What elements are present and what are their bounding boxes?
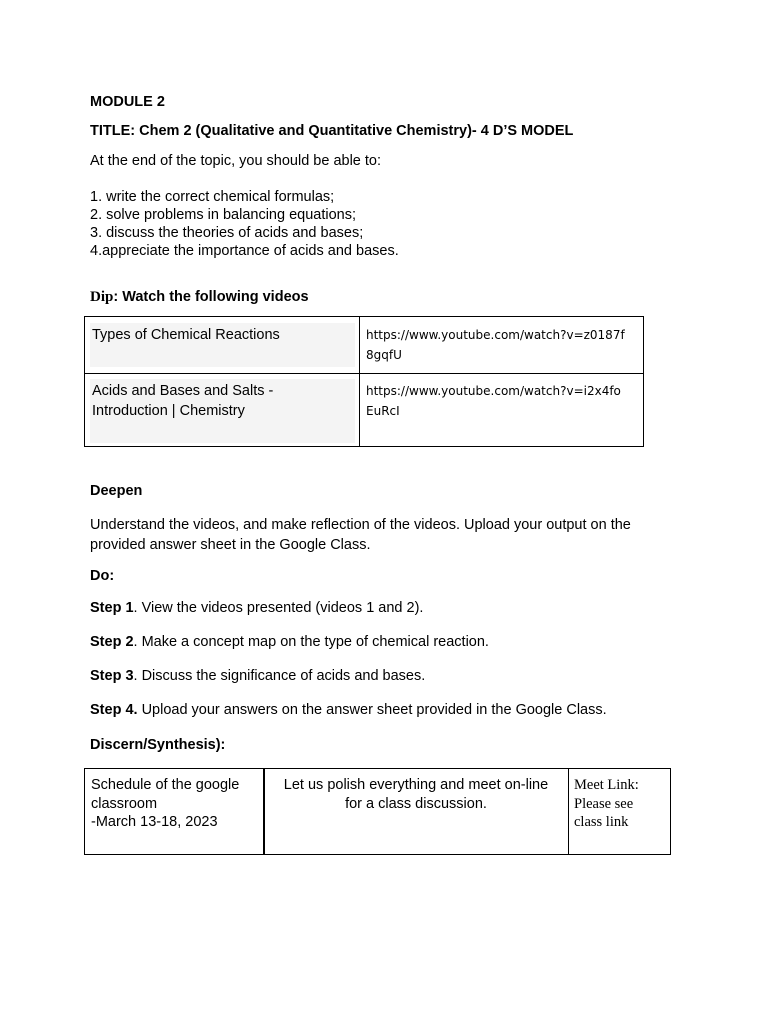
- step-item: [90, 668, 425, 684]
- step-text: . Make a concept map on the type of chemical reaction.: [133, 634, 489, 650]
- video-url-line[interactable]: https://www.youtube.com/watch?v=z0187f: [366, 328, 625, 342]
- meet-link-cell: [574, 776, 669, 832]
- module-number: MODULE 2: [90, 94, 165, 110]
- discern-heading: Discern/Synthesis):: [90, 737, 226, 753]
- video-title: Introduction | Chemistry: [92, 403, 245, 419]
- schedule-cell: [91, 776, 261, 832]
- objective-item: 1. write the correct chemical formulas;: [90, 189, 335, 205]
- table-divider: [359, 317, 360, 446]
- step-item: [90, 634, 489, 650]
- deepen-instructions: [90, 515, 690, 555]
- video-title-cell: [90, 379, 355, 443]
- video-url-line[interactable]: 8gqfU: [366, 348, 402, 362]
- step-item: [90, 600, 423, 616]
- objectives-list: [90, 188, 399, 260]
- document-title: TITLE: Chem 2 (Qualitative and Quantitative Chemistry)- 4 D’S MODEL: [90, 123, 574, 139]
- deepen-text-line: Understand the videos, and make reflection of the videos. Upload your output on the: [90, 517, 631, 533]
- dip-instruction: : Watch the following videos: [113, 289, 309, 305]
- video-table: [84, 316, 644, 447]
- schedule-text: classroom: [91, 795, 158, 812]
- step-label: Step 4.: [90, 702, 138, 718]
- schedule-table: [84, 768, 671, 855]
- meet-link-text: Please see: [574, 795, 634, 812]
- meet-link-label: Meet Link:: [574, 777, 639, 793]
- step-item: [90, 702, 607, 718]
- video-link[interactable]: [366, 381, 638, 421]
- message-cell: [271, 776, 561, 813]
- objectives-intro: At the end of the topic, you should be able to:: [90, 153, 382, 169]
- dip-heading: [90, 289, 309, 306]
- step-label: Step 3: [90, 668, 134, 684]
- step-text: . View the videos presented (videos 1 and 2).: [133, 600, 424, 616]
- message-text: for a class discussion.: [345, 795, 487, 812]
- step-text: Upload your answers on the answer sheet provided in the Google Class.: [137, 702, 607, 718]
- deepen-heading: Deepen: [90, 483, 143, 499]
- video-title-cell: [90, 323, 355, 367]
- step-label: Step 2: [90, 634, 134, 650]
- step-label: Step 1: [90, 600, 134, 616]
- video-title: Acids and Bases and Salts -: [92, 383, 274, 399]
- video-link[interactable]: [366, 325, 638, 365]
- table-divider: [85, 373, 643, 374]
- video-url-line[interactable]: https://www.youtube.com/watch?v=i2x4fo: [366, 384, 621, 398]
- dip-label: Dip: [90, 289, 114, 305]
- message-text: Let us polish everything and meet on-line: [283, 777, 549, 793]
- objective-item: 4.appreciate the importance of acids and bases.: [90, 243, 399, 259]
- schedule-text: Schedule of the google: [91, 777, 240, 793]
- objective-item: 2. solve problems in balancing equations;: [90, 207, 356, 223]
- do-heading: Do:: [90, 568, 115, 584]
- video-title: Types of Chemical Reactions: [92, 327, 280, 343]
- step-text: . Discuss the significance of acids and bases.: [133, 668, 426, 684]
- schedule-date: -March 13-18, 2023: [91, 814, 218, 830]
- video-url-line[interactable]: EuRcI: [366, 404, 400, 418]
- meet-link-text: class link: [574, 814, 629, 830]
- objective-item: 3. discuss the theories of acids and bases;: [90, 225, 364, 241]
- table-divider: [568, 769, 569, 854]
- table-divider: [263, 769, 265, 854]
- deepen-text-line: provided answer sheet in the Google Class.: [90, 537, 371, 553]
